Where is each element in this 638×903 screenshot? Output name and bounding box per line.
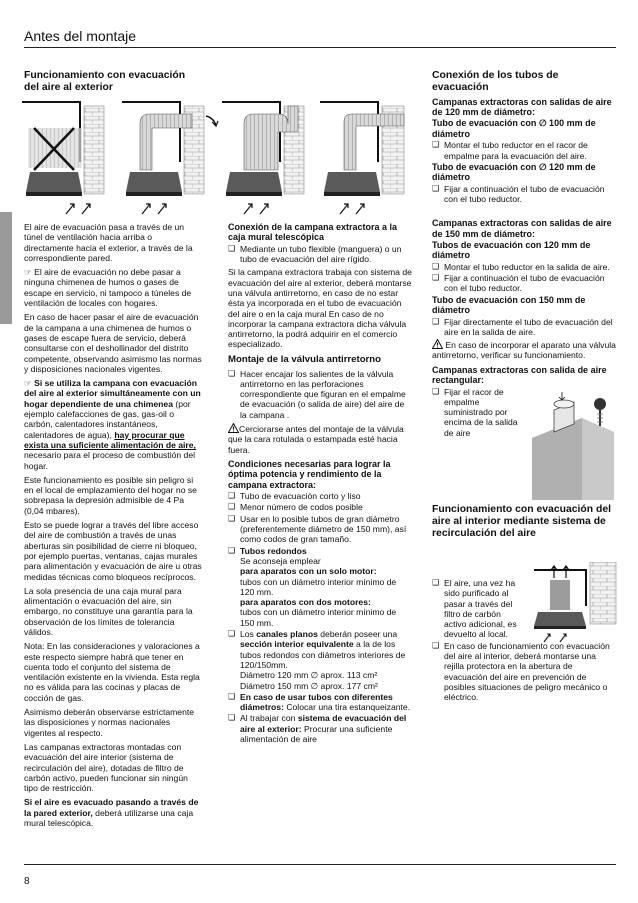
subheading: Tubo de evacuación con ∅ 120 mm de diámetro (432, 161, 596, 183)
list-item: ❑ El aire, una vez ha sido purificado al pasar a través del filtro de carbón activo adicional, es devuelto al local. (432, 578, 517, 640)
list-item: ❑ Los canales planos deberán poseer una sección interior equivalente a la de los tubos redondos con diámetros interiores de 120/150mm. Diámetro 120 mm ∅ aprox. 113 cm² Diámetro 150 mm ∅ aprox. 177 cm² (228, 629, 406, 691)
list-item: ❑ Tubo de evacuación corto y liso (228, 491, 361, 502)
heading-duct-connection: Conexión de los tubos de evacuación (432, 70, 559, 93)
list-item: ❑ Fijar el racor de empalme suministrado por encima de la salida de aire (432, 386, 518, 438)
middle-column (228, 222, 412, 745)
recirculation-heading-block (432, 504, 616, 542)
list-item: ❑ Montar el tubo reductor en el racor de empalme para la evacuación del aire. (432, 140, 588, 161)
subheading: Campanas extractoras con salidas de aire de 120 mm de diámetro: (432, 96, 612, 117)
subheading: Campanas extractoras con salida de aire rectangular: (432, 364, 607, 386)
list-item: ❑ Hacer encajar los salientes de la válvula antirretorno en las perforaciones correspondiente que figuran en el empalme de evacuación (o salida de aire) del aire de la campana . (228, 368, 406, 420)
list-item: ❑ Mediante un tubo flexible (manguera) o un tubo de evacuación del aire rígido. (228, 243, 402, 265)
heading-connection: Conexión de la campana extractora a la caja mural telescópica (228, 222, 398, 243)
checkbox-bullet-icon: ❑ (228, 545, 236, 555)
checkbox-bullet-icon: ❑ (228, 629, 236, 639)
heading-conditions: Condiciones necesarias para lograr la óptima potencia y rendimiento de la campana extractora: (228, 458, 391, 490)
left-column (24, 222, 202, 832)
list-item: ❑ Montar el tubo reductor en la salida de aire. (432, 261, 610, 272)
hood-figure-2 (122, 102, 218, 214)
warning-paragraph: Cerciorarse antes del montaje de la válvula que la cara rotulada o estampada esté hacia fuera. (228, 424, 404, 455)
list-item: ❑ Fijar a continuación el tubo de evacuación con el tubo reductor. (432, 183, 605, 204)
checkbox-bullet-icon: ❑ (432, 316, 440, 326)
checkbox-bullet-icon: ❑ (432, 386, 440, 396)
heading-exhaust-outside: Funcionamiento con evacuación del aire al exterior (24, 70, 186, 93)
paragraph: Si la campana extractora trabaja con sistema de evacuación del aire al exterior, deberá montarse una válvula antirretorno, en caso de no estar ésta ya incorporada en el tubo de evacuación del aire o en la caja mural En caso de no incorporar la campana extractora dicha válvula antirretorno, la podrá adquirir en el comercio especializado. (228, 267, 412, 350)
paragraph: La sola presencia de una caja mural para alimentación o evacuación del aire, sin embargo, no constituye una garantía para la observación de los límites de tolerancia válidos. (24, 585, 193, 637)
checkbox-bullet-icon: ❑ (228, 368, 236, 378)
checkbox-bullet-icon: ❑ (432, 183, 440, 193)
right-column (432, 70, 616, 439)
list-item: ❑ Usar en lo posible tubos de gran diámetro (preferentemente diámetro de 150 mm), así como codos de gran tamaño. (228, 513, 407, 545)
checkbox-bullet-icon: ❑ (432, 140, 440, 150)
list-item: ❑ En caso de funcionamiento con evacuación del aire al interior, deberá montarse una rejilla protectora en la abertura de evacuación del aire en prevención de posibles situaciones de peligro mecánico o eléctrico. (432, 640, 610, 703)
checkbox-bullet-icon: ❑ (432, 578, 440, 587)
subheading: Tubos de evacuación con 120 mm de diámetro (432, 240, 591, 261)
list-item: ❑ Al trabajar con sistema de evacuación del aire al exterior: Procurar una suficiente alimentación de aire (228, 713, 407, 744)
list-item: ❑ Tubos redondos Se aconseja emplear para aparatos con un solo motor: tubos con un diámetro interior mínimo de 120 mm. para aparatos con dos motores: tubos con un diámetro interior mínimo de 150 mm. (228, 545, 397, 628)
checkbox-bullet-icon: ❑ (432, 261, 440, 271)
heading-recirculation: Funcionamiento con evacuación del aire al interior mediante sistema de recirculación del aire (432, 504, 611, 539)
checkbox-bullet-icon: ❑ (228, 513, 236, 523)
paragraph: Esto se puede lograr a través del libre acceso del aire de combustión a través de unas aberturas sin posibilidad de cierre ni bloqueo, por ejemplo puertas, ventanas, cajas murales para alimentación y evacuación de aire u otras medidas técnicas como bloqueos recíprocos. (24, 520, 202, 582)
page-header-title: Antes del montaje (24, 28, 137, 44)
warning-triangle-icon (228, 423, 239, 433)
list-item: ❑ En caso de usar tubos con diferentes diámetros: Colocar una tira estanqueizante. (228, 691, 411, 713)
list-item: ❑ Fijar a continuación el tubo de evacuación con el tubo reductor. (432, 273, 605, 294)
side-tab-marker (0, 212, 12, 324)
subheading: Campanas extractoras con salidas de aire de 150 mm de diámetro: (432, 218, 612, 239)
paragraph: Asimismo deberán observarse estrictamente las disposiciones y normas nacionales vigentes al respecto. (24, 707, 195, 738)
subheading: Tubo de evacuación con 150 mm de diámetro (432, 294, 586, 316)
checkbox-bullet-icon: ❑ (432, 273, 440, 283)
list-item: ❑ Fijar directamente el tubo de evacuación del aire en la salida de aire. (432, 316, 613, 337)
warning-triangle-icon (432, 339, 443, 349)
header-rule (24, 47, 616, 48)
checkbox-bullet-icon: ❑ (432, 640, 440, 650)
checkbox-bullet-icon: ❑ (228, 713, 236, 723)
paragraph: Si el aire es evacuado pasando a través de la pared exterior, deberá utilizarse una caja mural telescópica. (24, 797, 199, 829)
checkbox-bullet-icon: ❑ (228, 691, 236, 701)
paragraph: En caso de hacer pasar el aire de evacuación de la campana a una chimenea de humos o gases de escape fuera de servicio, deberá consultarse con el deshollinador del distrito competente, observando asimismo las normas y disposiciones nacionales vigentes. (24, 312, 202, 374)
hood-figure-4 (320, 102, 404, 214)
hood-figure-1 (22, 102, 104, 214)
note-paragraph: ☞ El aire de evacuación no debe pasar a ninguna chimenea de humos o gases de escape en servicio, ni tampoco a túneles de ventilación de locales con hogares. (24, 267, 192, 309)
subheading: Tubo de evacuación con ∅ 100 mm de diámetro (432, 118, 596, 139)
combustion-warning: ☞ Si se utiliza la campana con evacuación del aire al exterior simultáneamente con un hogar dependiente de una chimenea (por ejemplo calefacciones de gas, gas-oil o carbón, calentadores instantáneos, calentadores de agua), hay procurar que exista una suficiente alimentación de aire, necesario para el proceso de combustión del hogar. (24, 378, 201, 471)
checkbox-bullet-icon: ❑ (228, 502, 236, 512)
page-number: 8 (24, 876, 30, 887)
recirculation-list (432, 578, 616, 704)
hood-figure-3 (222, 102, 304, 214)
paragraph: Las campanas extractoras montadas con evacuación del aire interior (sistema de recirculación del aire), dotadas de filtro de carbón activo, pueden funcionar sin ningún tipo de restricción. (24, 741, 188, 794)
paragraph: Este funcionamiento es posible sin peligro si en el local de emplazamiento del hogar no se sobrepasa la depresión admisible de 4 Pa (0,04 mbares). (24, 474, 197, 516)
list-item: ❑ Menor número de codos posible (228, 502, 363, 513)
heading-check-valve: Montaje de la válvula antirretorno (228, 353, 382, 365)
checkbox-bullet-icon: ❑ (228, 491, 236, 501)
paragraph: Nota: En las consideraciones y valoraciones a este respecto siempre habrá que tener en cuenta todo el conjunto del sistema de ventilación existente en la vivienda. Esta regla no es válida para las cocinas y placas de cocción de gas. (24, 641, 200, 703)
ducting-illustrations (22, 92, 412, 218)
rectangular-outlet-illustration (530, 392, 618, 502)
checkbox-bullet-icon: ❑ (228, 243, 236, 253)
warning-paragraph: En caso de incorporar el aparato una válvula antirretorno, verificar su funcionamiento. (432, 340, 616, 361)
left-column-heading-block (24, 70, 202, 97)
footer-rule (24, 864, 616, 865)
paragraph: El aire de evacuación pasa a través de un túnel de ventilación hacia arriba o directamente hacia el exterior, a través de la correspondiente pared. (24, 222, 193, 263)
